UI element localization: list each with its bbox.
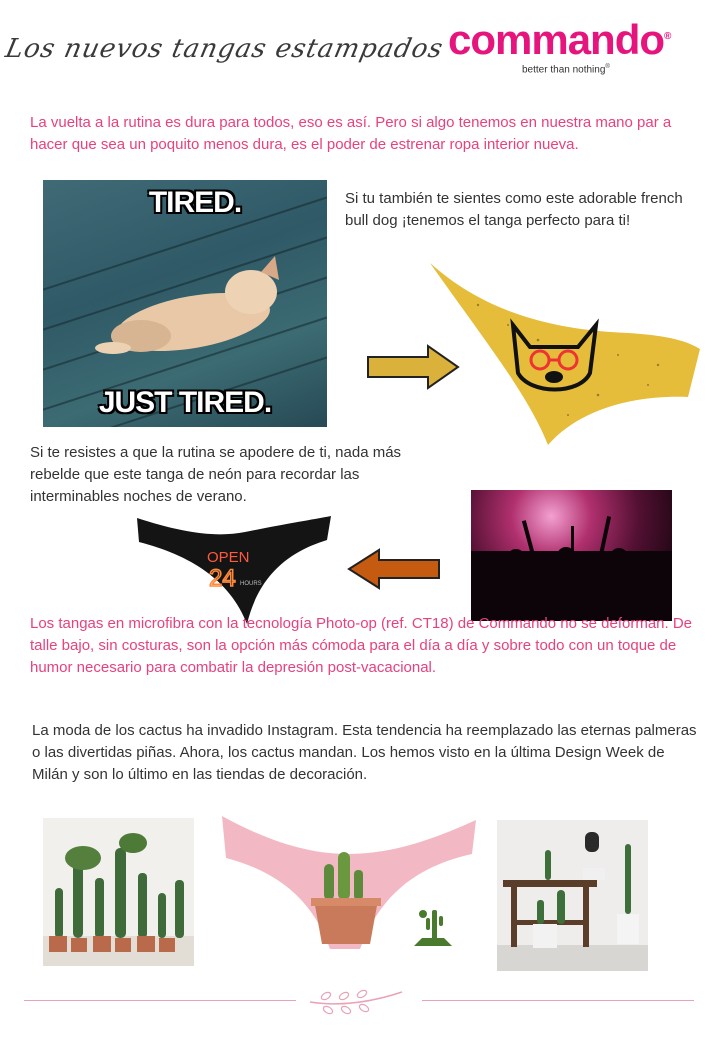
neon-24-text: 24 <box>209 565 236 592</box>
divider-line-right <box>422 1000 694 1001</box>
brand-wordmark: commando <box>448 16 665 63</box>
small-cactus-sun-icon <box>414 910 452 946</box>
brand-tagline-text: better than nothing <box>522 64 606 76</box>
dog-paragraph: Si tu también te sientes como este adorable french bull dog ¡tenemos el tanga perfecto para ti! <box>345 190 683 229</box>
concert-crowd-image <box>471 490 672 621</box>
meme-top-caption: TIRED. <box>148 186 242 219</box>
neon-hours-text: HOURS <box>240 581 262 587</box>
cactus-plants-photo-right <box>497 820 648 971</box>
tired-dog-meme-image <box>43 180 327 427</box>
pink-cactus-thong-image <box>218 814 480 954</box>
neon-open-text: OPEN <box>207 549 250 566</box>
tagline-registered-mark: ® <box>605 64 610 70</box>
neon-paragraph: Si te resistes a que la rutina se apodere de ti, nada más rebelde que este tanga de neón para recordar las interminables noches de verano. <box>30 444 402 505</box>
microfiber-paragraph: Los tangas en microfibra con la tecnología Photo-op (ref. CT18) de Commando no se deforman. De talle bajo, sin costuras, son la opción más cómoda para el día a día y sobre todo con un toque de humor necesario para combatir la depresión post-vacacional. <box>30 615 693 676</box>
black-neon-thong-image <box>135 510 333 630</box>
brand-tagline <box>522 64 610 75</box>
branch-ornament-icon <box>306 982 406 1018</box>
divider-line-left <box>24 1000 296 1001</box>
intro-paragraph: La vuelta a la rutina es dura para todos, eso es así. Pero si algo tenemos en nuestra mano par a hacer que sea un poquito menos dura, es el poder de estrenar ropa interior nueva. <box>30 114 672 153</box>
yellow-bulldog-thong-image <box>418 245 703 450</box>
brand-logo <box>448 16 670 64</box>
cactus-paragraph: La moda de los cactus ha invadido Instagram. Esta tendencia ha reemplazado las eternas palmeras o las divertidas piñas. Ahora, los cactus mandan. Los hemos visto en la última Design Week de Milán y son lo último en las tiendas de decoración. <box>32 722 697 783</box>
brand-registered-mark: ® <box>664 31 671 42</box>
cactus-plants-photo-left <box>43 818 194 966</box>
page-title: Los nuevos tangas estampados <box>2 34 447 64</box>
arrow-left-icon <box>347 548 441 590</box>
meme-bottom-caption: JUST TIRED. <box>98 386 272 419</box>
